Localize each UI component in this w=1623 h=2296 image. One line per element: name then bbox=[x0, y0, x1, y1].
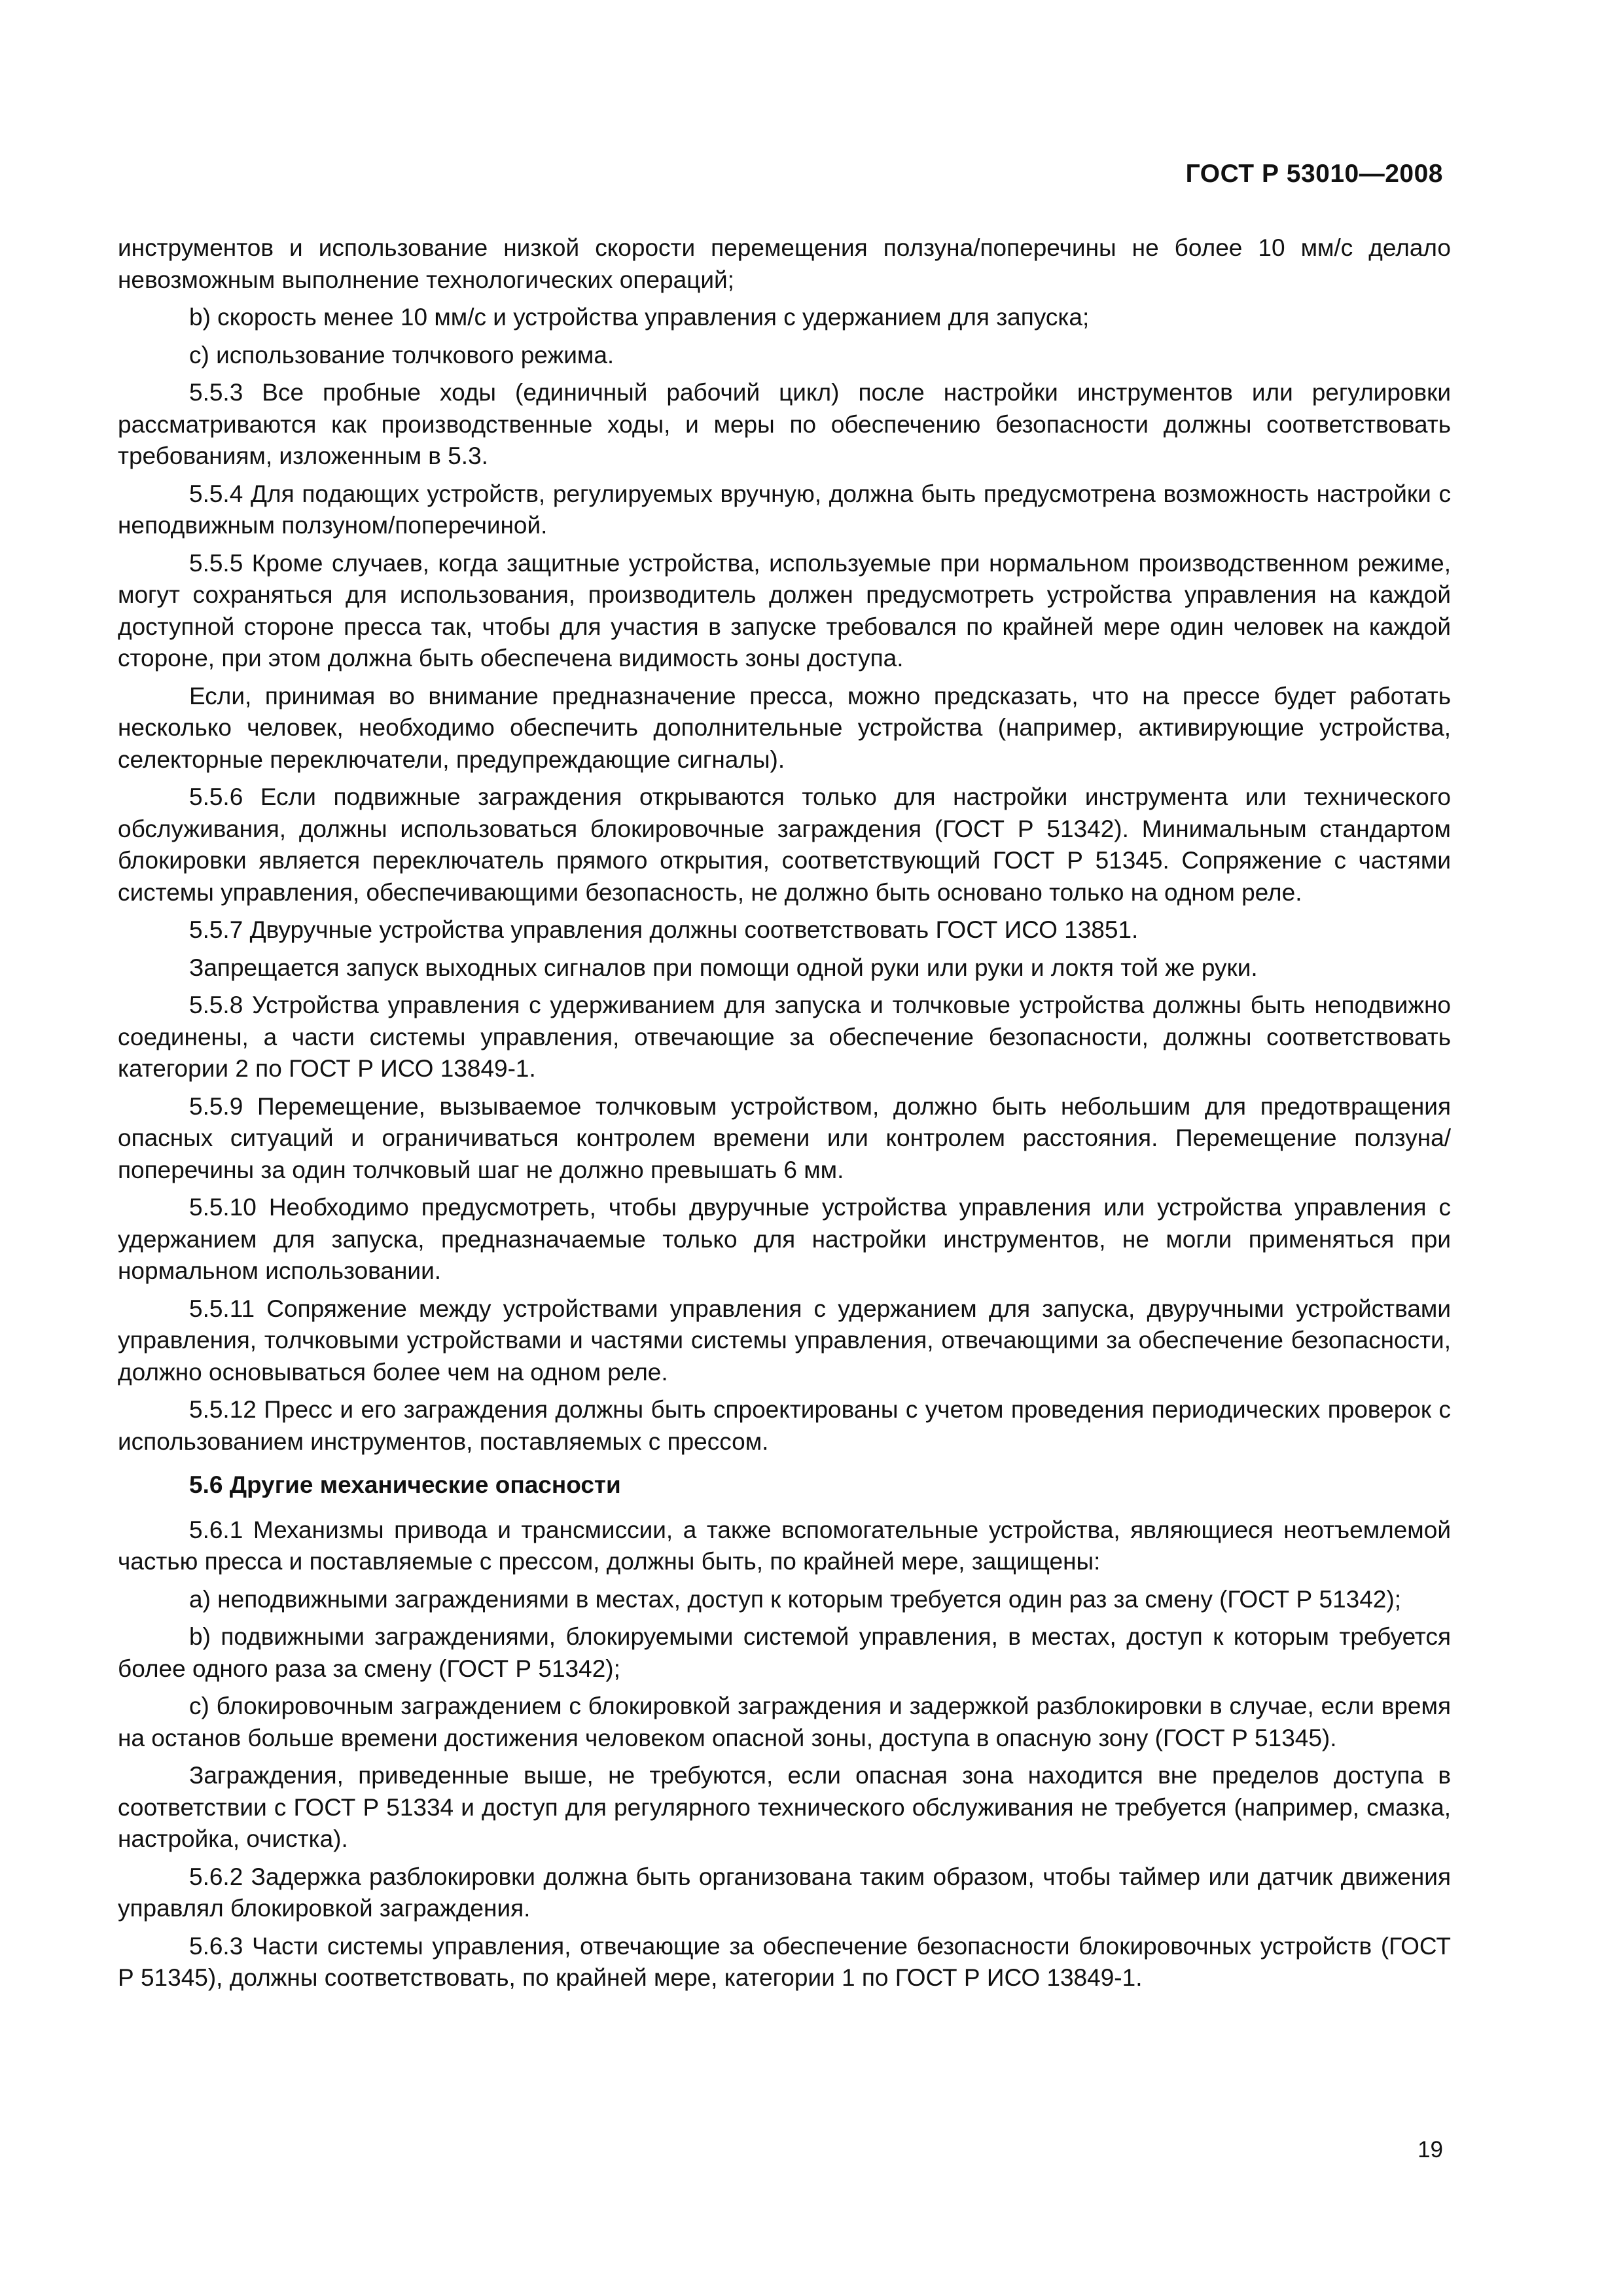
list-item-b: b) подвижными заграждениями, блокируемыми системой управления, в местах, доступ к которым требуется более одного раза за смену (ГОСТ Р 51342); bbox=[118, 1623, 1451, 1682]
clause-5-6-2: 5.6.2 Задержка разблокировки должна быть организована таким образом, чтобы таймер или датчик движения управлял блокировкой заграждения. bbox=[118, 1863, 1451, 1922]
page-body bbox=[118, 232, 1451, 2000]
list-item-a: a) неподвижными заграждениями в местах, доступ к которым требуется один раз за смену (ГОСТ Р 51342); bbox=[189, 1585, 1401, 1613]
list-item-c: c) использование толчкового режима. bbox=[189, 341, 615, 368]
clause-5-5-4: 5.5.4 Для подающих устройств, регулируемых вручную, должна быть предусмотрена возможность настройки с неподвижным ползуном/поперечиной. bbox=[118, 480, 1451, 539]
clause-5-6-1: 5.6.1 Механизмы привода и трансмиссии, а также вспомогательные устройства, являющиеся неотъемлемой частью пресса и поставляемые с прессом, должны быть, по крайней мере, защищены: bbox=[118, 1516, 1451, 1575]
clause-5-5-3: 5.5.3 Все пробные ходы (единичный рабочий цикл) после настройки инструментов или регулировки рассматриваются как производственные ходы, и меры по обеспечению безопасности должны соответствовать требованиям, изложенным в 5.3. bbox=[118, 379, 1451, 469]
clause-5-5-11: 5.5.11 Сопряжение между устройствами управления с удержанием для запуска, двуручными устройствами управления, толчковыми устройствами и частями системы управления, отвечающими за обеспечение безопасности, должно основываться более чем на одном реле. bbox=[118, 1295, 1451, 1386]
section-heading-5-6: 5.6 Другие механические опасности bbox=[189, 1471, 621, 1498]
clause-5-5-10: 5.5.10 Необходимо предусмотреть, чтобы двуручные устройства управления или устройства управления с удержанием для запуска, предназначаемые только для настройки инструментов, не могли применяться при нормальном использовании. bbox=[118, 1194, 1451, 1284]
clause-5-5-6: 5.5.6 Если подвижные заграждения открываются только для настройки инструмента или технического обслуживания, должны использоваться блокировочные заграждения (ГОСТ Р 51342). Минимальным стандартом блокировки является переключатель прямого открытия, соответствующий ГОСТ Р 51345. Сопряжение с частями системы управления, обеспечивающими безопасность, не должно быть основано только на одном реле. bbox=[118, 783, 1451, 906]
clause-5-6-3: 5.6.3 Части системы управления, отвечающие за обеспечение безопасности блокировочных устройств (ГОСТ Р 51345), должны соответствовать, по крайней мере, категории 1 по ГОСТ Р ИСО 13849-1. bbox=[118, 1932, 1451, 1991]
paragraph: инструментов и использование низкой скорости перемещения ползуна/поперечины не более 10 мм/с делало невозможным выполнение технологических операций; bbox=[118, 234, 1451, 293]
paragraph: Запрещается запуск выходных сигналов при помощи одной руки или руки и локтя той же руки. bbox=[189, 954, 1258, 981]
paragraph: Если, принимая во внимание предназначение пресса, можно предсказать, что на прессе будет работать несколько человек, необходимо обеспечить дополнительные устройства (например, активирующие устройства, селекторные переключатели, предупреждающие сигналы). bbox=[118, 682, 1451, 773]
paragraph: Заграждения, приведенные выше, не требуются, если опасная зона находится вне пределов доступа в соответствии с ГОСТ Р 51334 и доступ для регулярного технического обслуживания не требуется (например, смазка, настройка, очистка). bbox=[118, 1762, 1451, 1852]
clause-5-5-7: 5.5.7 Двуручные устройства управления должны соответствовать ГОСТ ИСО 13851. bbox=[189, 916, 1139, 943]
clause-5-5-9: 5.5.9 Перемещение, вызываемое толчковым устройством, должно быть небольшим для предотвращения опасных ситуаций и ограничиваться контролем времени или контролем расстояния. Перемещение ползуна/поперечины за один толчковый шаг не должно превышать 6 мм. bbox=[118, 1092, 1451, 1183]
clause-5-5-8: 5.5.8 Устройства управления с удерживанием для запуска и толчковые устройства должны быть неподвижно соединены, а части системы управления, отвечающие за обеспечение безопасности, должны соответствовать категории 2 по ГОСТ Р ИСО 13849-1. bbox=[118, 992, 1451, 1082]
document-header-standard-id: ГОСТ Р 53010—2008 bbox=[1185, 160, 1443, 188]
list-item-b: b) скорость менее 10 мм/с и устройства управления с удержанием для запуска; bbox=[189, 304, 1090, 331]
page-number: 19 bbox=[1418, 2137, 1443, 2162]
clause-5-5-5: 5.5.5 Кроме случаев, когда защитные устройства, используемые при нормальном производственном режиме, могут сохраняться для использования, производитель должен предусмотреть устройства управления на каждой доступной стороне пресса так, чтобы для участия в запуске требовался по крайней мере один человек на каждой стороне, при этом должна быть обеспечена видимость зоны доступа. bbox=[118, 549, 1451, 672]
clause-5-5-12: 5.5.12 Пресс и его заграждения должны быть спроектированы с учетом проведения периодических проверок с использованием инструментов, поставляемых с прессом. bbox=[118, 1396, 1451, 1455]
list-item-c: c) блокировочным заграждением с блокировкой заграждения и задержкой разблокировки в случае, если время на останов больше времени достижения человеком опасной зоны, доступа в опасную зону (ГОСТ Р 51345). bbox=[118, 1693, 1451, 1751]
